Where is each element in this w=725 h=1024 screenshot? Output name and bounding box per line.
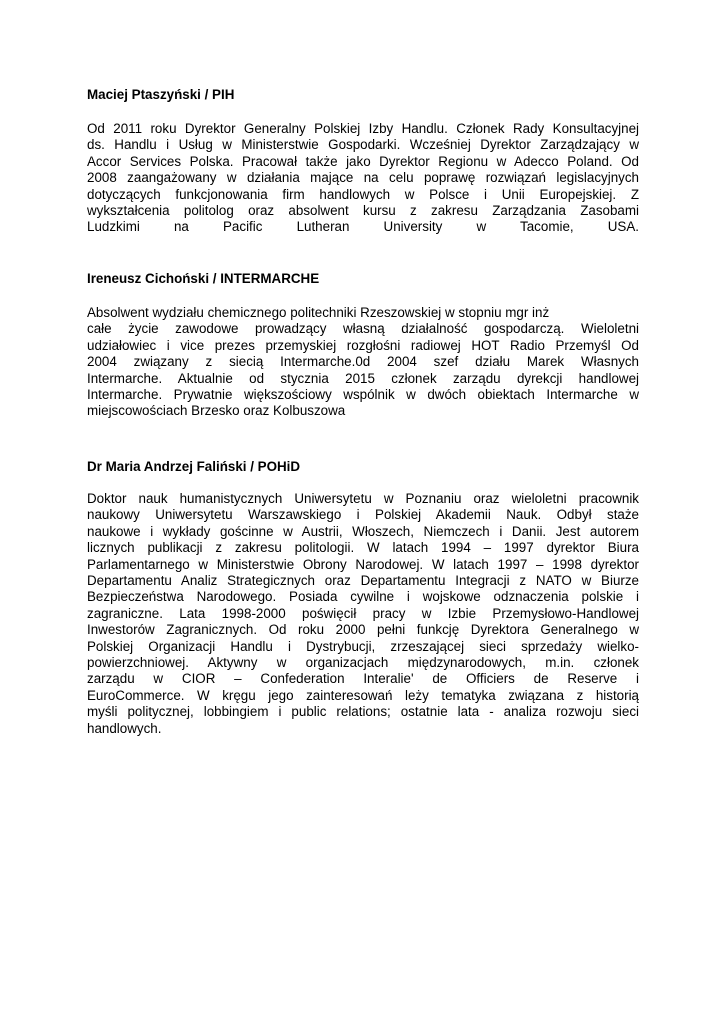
section-3-line-11: powierzchniowej. Aktywny w organizacjach międzynarodowych, m.in. członek: [87, 655, 639, 671]
section-3-line-6: Departamentu Analiz Strategicznych oraz Departamentu Integracji z NATO w Biurze: [87, 573, 639, 589]
section-2-title: Ireneusz Cichoński / INTERMARCHE: [87, 271, 320, 286]
section-1-line-5: dotyczących funkcjonowania firm handlowych w Polsce i Unii Europejskiej. Z: [87, 186, 639, 202]
section-1-line-2: ds. Handlu i Usług w Ministerstwie Gospodarki. Wcześniej Dyrektor Zarządzający w: [87, 137, 639, 153]
section-3-line-7: Bezpieczeństwa Narodowego. Posiada cywilne i wojskowe odznaczenia polskie i: [87, 589, 639, 605]
section-2-line-3: udziałowiec i vice prezes przemyskiej rozgłośni radiowej HOT Radio Przemyśl Od: [87, 337, 639, 353]
section-2-body: [87, 305, 639, 420]
section-3-line-9: Inwestorów Zagranicznych. Od roku 2000 pełni funkcję Dyrektora Generalnego w: [87, 622, 639, 638]
section-3-line-15: handlowych.: [87, 720, 162, 736]
section-1-title: Maciej Ptaszyński / PIH: [87, 87, 235, 102]
section-3-line-14: myśli politycznej, lobbingiem i public relations; ostatnie lata - analiza rozwoju sieci: [87, 704, 639, 720]
section-1-body: [87, 121, 639, 236]
section-1-line-3: Accor Services Polska. Pracował także jako Dyrektor Regionu w Adecco Poland. Od: [87, 153, 639, 169]
section-1-line-6: wykształcenia politolog oraz absolwent kursu z zakresu Zarządzania Zasobami: [87, 203, 639, 219]
section-3-line-12: zarządu w CIOR – Confederation Interalie' de Officiers de Reserve i: [87, 671, 639, 687]
section-1-line-1: Od 2011 roku Dyrektor Generalny Polskiej Izby Handlu. Członek Rady Konsultacyjnej: [87, 121, 639, 136]
section-3-line-2: naukowy Uniwersytetu Warszawskiego i Polskiej Akademii Nauk. Odbył staże: [87, 507, 639, 523]
section-3-line-1: Doktor nauk humanistycznych Uniwersytetu w Poznaniu oraz wieloletni pracownik: [87, 491, 639, 506]
section-3-body: [87, 491, 639, 737]
section-3-title: Dr Maria Andrzej Faliński / POHiD: [87, 459, 301, 474]
section-3-line-8: zagraniczne. Lata 1998-2000 poświęcił pracy w Izbie Przemysłowo-Handlowej: [87, 605, 639, 621]
section-2-line-6: Intermarche. Prywatnie większościowy wspólnik w dwóch obiektach Intermarche w: [87, 387, 639, 403]
section-1-line-4: 2008 zaangażowany w działania mające na celu poprawę rozwiązań legislacyjnych: [87, 170, 639, 186]
section-3-line-10: Polskiej Organizacji Handlu i Dystrybucji, zrzeszającej sieci sprzedaży wielko-: [87, 638, 639, 654]
section-3-line-3: naukowe i wykłady gościnne w Austrii, Włoszech, Niemczech i Danii. Jest autorem: [87, 523, 639, 539]
section-1-line-7: Ludzkimi na Pacific Lutheran University w Tacomie, USA.: [87, 219, 639, 235]
section-3-line-4: licznych publikacji z zakresu politologii. W latach 1994 – 1997 dyrektor Biura: [87, 540, 639, 556]
section-2-line-7: miejscowościach Brzesko oraz Kolbuszowa: [87, 403, 346, 419]
section-2-line-4: 2004 związany z siecią Intermarche.0d 2004 szef działu Marek Własnych: [87, 354, 639, 370]
section-2-line-5: Intermarche. Aktualnie od stycznia 2015 członek zarządu dyrekcji handlowej: [87, 370, 639, 386]
section-3-line-5: Parlamentarnego w Ministerstwie Obrony Narodowej. W latach 1997 – 1998 dyrektor: [87, 556, 639, 572]
section-2-line-2: całe życie zawodowe prowadzący własną działalność gospodarczą. Wieloletni: [87, 321, 639, 337]
section-3-line-13: EuroCommerce. W kręgu jego zainteresowań leży tematyka związana z historią: [87, 687, 639, 703]
section-2-line-1: Absolwent wydziału chemicznego politechniki Rzeszowskiej w stopniu mgr inż: [87, 305, 550, 320]
